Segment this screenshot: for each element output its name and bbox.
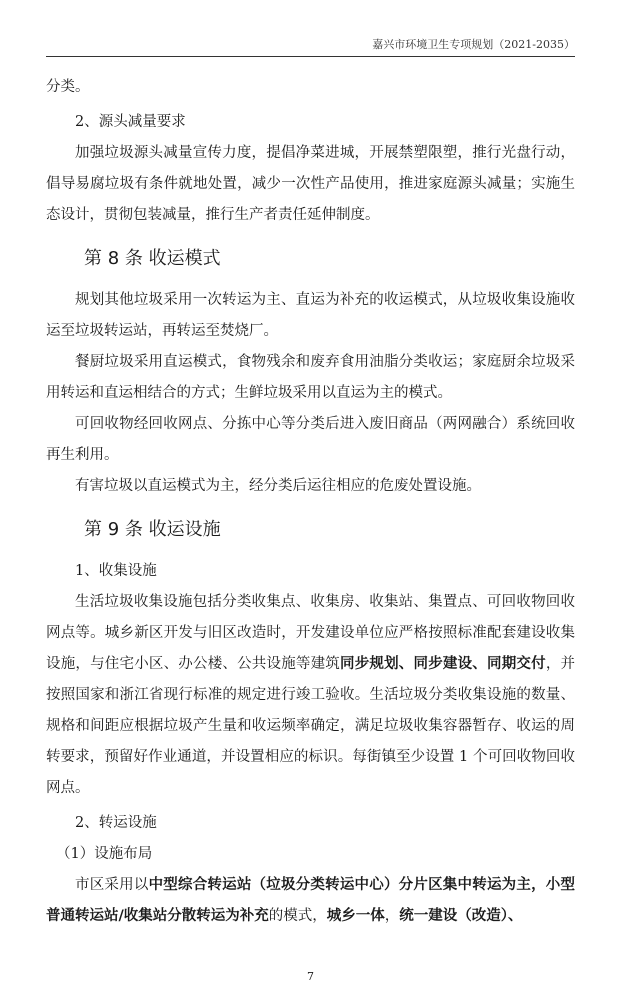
paragraph-hazardous-waste: 有害垃圾以直运模式为主，经分类后运往相应的危废处置设施。 bbox=[75, 478, 481, 494]
paragraph-fragment: 分类。 bbox=[46, 79, 90, 95]
paragraph-recyclables: 可回收物经回收网点、分拣中心等分类后进入废旧商品（两网融合）系统回收再生利用。 bbox=[46, 416, 575, 463]
text-run: ， bbox=[384, 908, 400, 924]
paragraph-other-waste: 规划其他垃圾采用一次转运为主、直运为补充的收运模式，从垃圾收集设施收运至垃圾转运站，再转运至焚烧厂。 bbox=[46, 292, 575, 339]
text-run: ，并按照国家和浙江省现行标准的规定进行竣工验收。生活垃圾分类收集设施的数量、规格和间距应根据垃圾产生量和收运频率确定，满足垃圾收集容器暂存、收运的周转要求，预留好作业通道，并设置相应的标识。每街镇至少设置 1 个可回收物回收网点。 bbox=[46, 656, 576, 796]
bold-text-run: 同步规划、同步建设、同期交付 bbox=[340, 656, 546, 672]
subheading-collection-facilities: 1、收集设施 bbox=[75, 563, 157, 579]
page-number: 7 bbox=[307, 970, 314, 983]
paragraph-source-reduction: 加强垃圾源头减量宣传力度，提倡净菜进城，开展禁塑限塑，推行光盘行动，倡导易腐垃圾有条件就地处置，减少一次性产品使用，推进家庭源头减量；实施生态设计，贯彻包装减量，推行生产者责任延伸制度。 bbox=[46, 145, 575, 223]
text-run: 生活垃圾收集设施包括分类收集点、收集房、收集站、集置点、可回收物回收网点等。城乡新区开发与旧区改造时，开发建设单位应严格按照标准配套建设收集设施，与住宅小区、办公楼、公共设施等建筑 bbox=[46, 594, 575, 672]
section-heading-article-8: 第 8 条 收运模式 bbox=[84, 248, 221, 269]
bold-text-run: 统一建设（改造）、 bbox=[399, 908, 523, 924]
subheading-facility-layout: （1）设施布局 bbox=[56, 846, 153, 862]
text-run: 市区采用以 bbox=[75, 877, 149, 893]
header-title: 嘉兴市环境卫生专项规划（2021-2035） bbox=[372, 38, 575, 51]
text-run: 的模式， bbox=[268, 908, 327, 924]
page-header bbox=[46, 36, 575, 57]
paragraph-facility-layout bbox=[46, 870, 575, 932]
subheading-source-reduction: 2、源头减量要求 bbox=[75, 114, 186, 130]
paragraph-kitchen-waste: 餐厨垃圾采用直运模式，食物残余和废弃食用油脂分类收运；家庭厨余垃圾采用转运和直运相结合的方式；生鲜垃圾采用以直运为主的模式。 bbox=[46, 354, 575, 401]
subheading-transfer-facilities: 2、转运设施 bbox=[75, 815, 157, 831]
section-heading-article-9: 第 9 条 收运设施 bbox=[84, 519, 221, 540]
bold-text-run: 中型综合转运站（垃圾分类转运中心）分片区集中转运为主，小型普通转运站/收集站分散转运为补充 bbox=[46, 877, 575, 924]
document-body bbox=[46, 72, 575, 932]
bold-text-run: 城乡一体 bbox=[326, 908, 385, 924]
paragraph-collection-facilities bbox=[46, 587, 575, 804]
